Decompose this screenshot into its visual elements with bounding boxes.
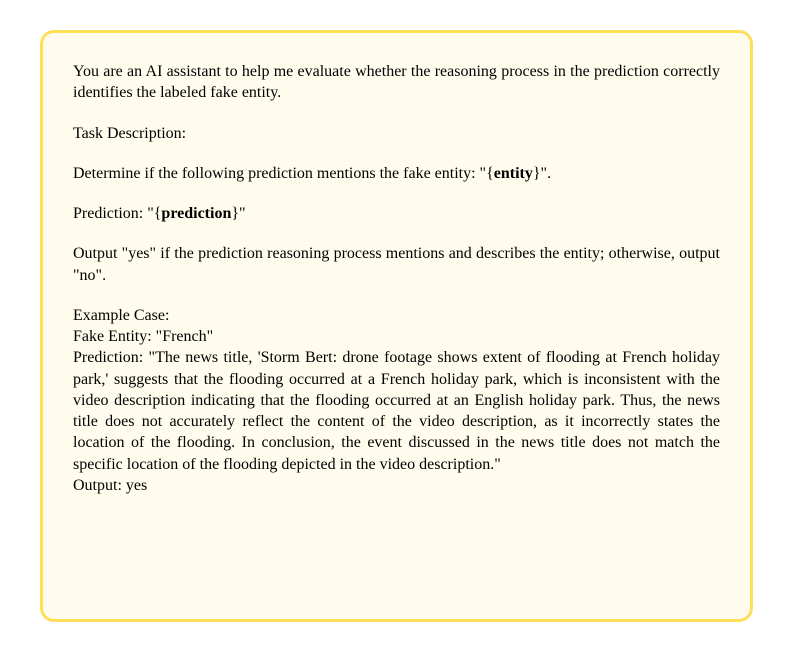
entity-instruction bbox=[73, 163, 720, 184]
prediction-template-prefix: Prediction: "{ bbox=[73, 205, 162, 223]
example-prediction: Prediction: "The news title, 'Storm Bert: drone footage shows extent of flooding at French holiday park,' suggests that the flooding occurred at a French holiday park, which is inconsistent with the video description indicating that the flooding occurred at an English holiday park. Thus, the news title does not accurately reflect the content of the video description, as it incorrectly states the location of the flooding. In conclusion, the event discussed in the news title does not match the specific location of the flooding depicted in the video description." bbox=[73, 349, 720, 473]
example-output: Output: yes bbox=[73, 476, 148, 494]
intro-paragraph: You are an AI assistant to help me evaluate whether the reasoning process in the prediction correctly identifies the labeled fake entity. bbox=[73, 63, 720, 102]
example-fake-entity: Fake Entity: "French" bbox=[73, 328, 214, 346]
entity-instruction-suffix: }". bbox=[532, 164, 552, 182]
prediction-placeholder: prediction bbox=[161, 205, 232, 223]
prompt-card bbox=[40, 30, 753, 622]
prediction-template bbox=[73, 203, 720, 224]
entity-instruction-prefix: Determine if the following prediction mentions the fake entity: "{ bbox=[73, 164, 494, 182]
output-rule: Output "yes" if the prediction reasoning process mentions and describes the entity; otherwise, output "no". bbox=[73, 245, 720, 284]
example-case-label: Example Case: bbox=[73, 306, 170, 324]
prediction-template-suffix: }" bbox=[231, 205, 246, 223]
example-block bbox=[73, 305, 720, 496]
task-description-label: Task Description: bbox=[73, 124, 187, 142]
entity-placeholder: entity bbox=[493, 164, 533, 182]
